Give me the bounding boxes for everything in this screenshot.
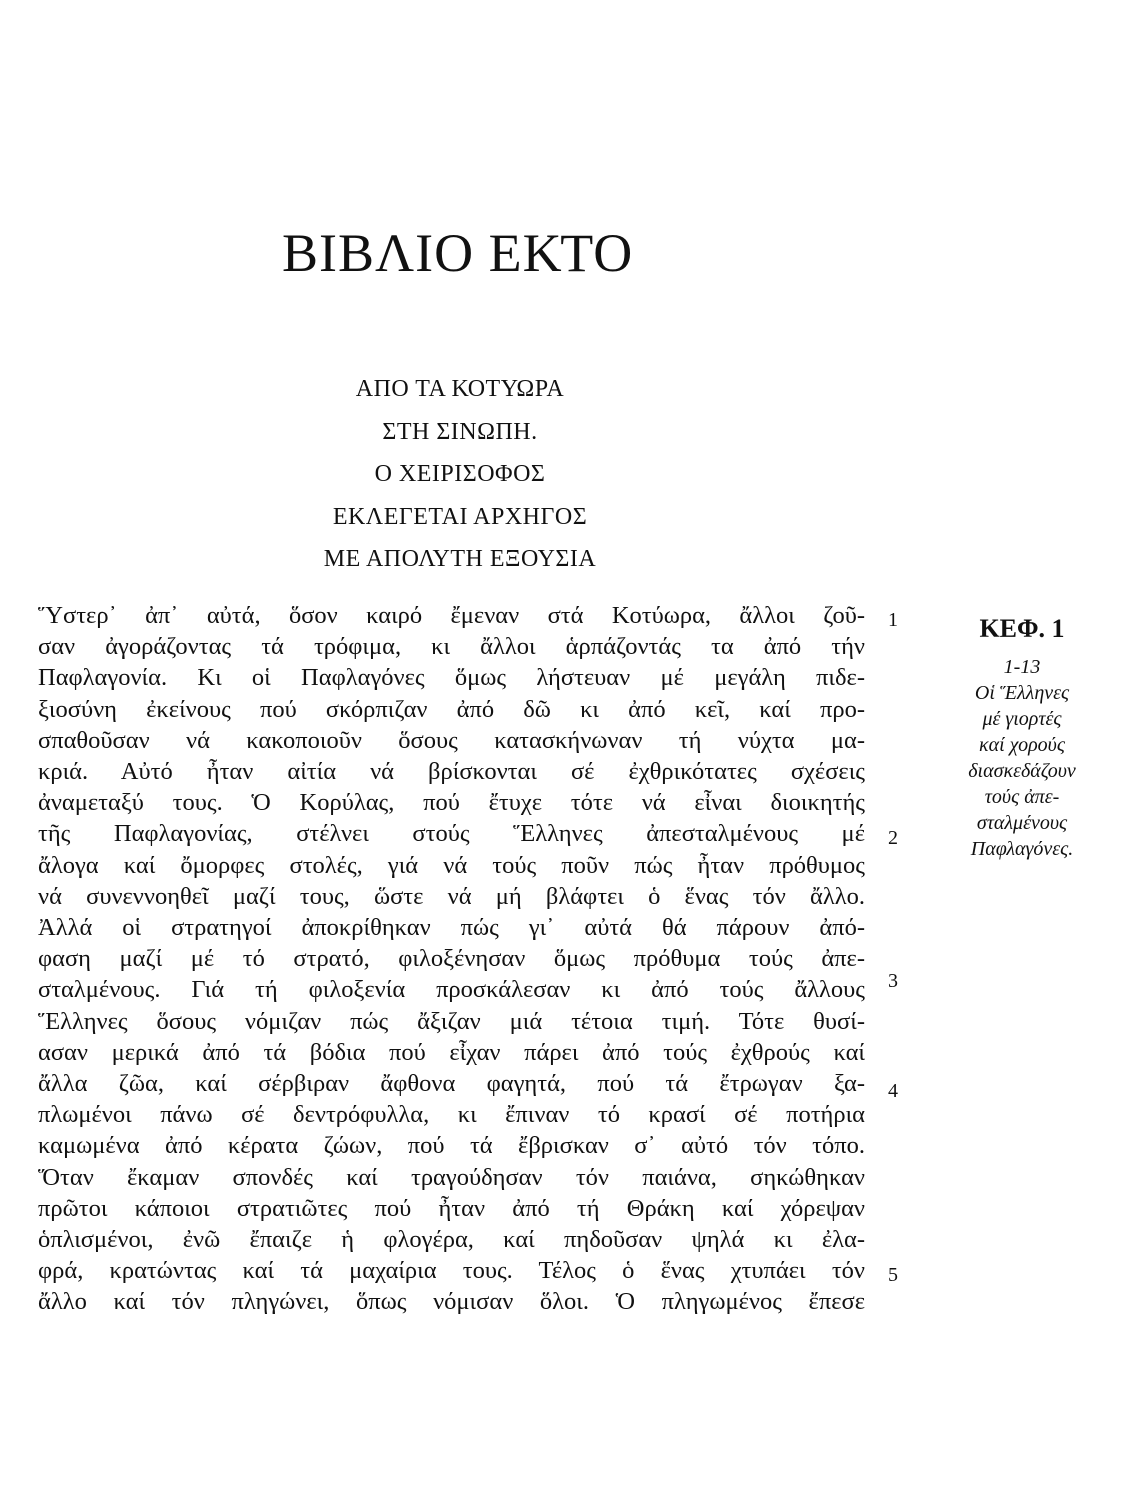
paragraph-number: 4 <box>888 1080 898 1102</box>
text-line: ἄλλα ζῶα, καί σέρβιραν ἄφθονα φαγητά, πού τά ἔτρωγαν ξα- <box>38 1070 865 1098</box>
text-line: Ὅταν ἔκαμαν σπονδές καί τραγούδησαν τόν παιάνα, σηκώθηκαν <box>38 1163 865 1191</box>
margin-note-line: μέ γιορτές <box>982 708 1062 730</box>
text-line: σπαθοῦσαν νά κακοποιοῦν ὅσους κατασκήνωναν τή νύχτα μα- <box>38 726 865 754</box>
margin-note <box>922 612 1122 862</box>
text-line: ἄλογα καί ὄμορφες στολές, γιά νά τούς ποῦν πώς ἦταν πρόθυμος <box>38 851 865 879</box>
chapter-heading-line: ΕΚΛΕΓΕΤΑΙ ΑΡΧΗΓΟΣ <box>332 503 588 530</box>
text-line: πλωμένοι πάνω σέ δεντρόφυλλα, κι ἔπιναν τό κρασί σέ ποτήρια <box>38 1101 865 1129</box>
margin-note-line: σταλμένους <box>976 812 1068 834</box>
text-line: ξιοσύνη ἐκείνους πού σκόρπιζαν ἀπό δῶ κι ἀπό κεῖ, καί προ- <box>38 695 865 723</box>
margin-note-line: καί χορούς <box>979 734 1065 756</box>
margin-note-line: Παφλαγόνες. <box>970 838 1074 860</box>
margin-note-line: διασκεδάζουν <box>968 760 1076 782</box>
text-line: Παφλαγονία. Κι οἱ Παφλαγόνες ὅμως λήστευαν μέ μεγάλη πιδε- <box>38 664 865 692</box>
text-line: πρῶτοι κάποιοι στρατιῶτες πού ἦταν ἀπό τή Θράκη καί χόρεψαν <box>38 1194 865 1222</box>
margin-note-line: τούς ἀπε- <box>984 786 1060 808</box>
text-line: ὁπλισμένοι, ἐνῶ ἔπαιζε ἡ φλογέρα, καί πηδοῦσαν ψηλά κι ἐλα- <box>38 1226 865 1254</box>
chapter-heading-line: Ο ΧΕΙΡΙΣΟΦΟΣ <box>374 461 546 487</box>
paragraph-number: 5 <box>888 1264 898 1286</box>
text-line: Ἕλληνες ὅσους νόμιζαν πώς ἄξιζαν μιά τέτοια τιμή. Τότε θυσί- <box>38 1007 865 1035</box>
margin-note-line: 1-13 <box>1003 656 1041 678</box>
text-line: νά συνεννοηθεῖ μαζί τους, ὥστε νά μή βλάφτει ὁ ἕνας τόν ἄλλο. <box>38 882 865 910</box>
paragraph-number: 2 <box>888 827 898 849</box>
paragraph-number: 3 <box>888 970 898 992</box>
text-line: φρά, κρατώντας καί τά μαχαίρια τους. Τέλος ὁ ἕνας χτυπάει τόν <box>38 1257 865 1285</box>
chapter-heading-line: ΣΤΗ ΣΙΝΩΠΗ. <box>382 418 538 445</box>
text-line: κριά. Αὐτό ἦταν αἰτία νά βρίσκονται σέ ἐχθρικότατες σχέσεις <box>38 758 865 786</box>
chapter-heading-line: ΑΠΟ ΤΑ ΚΟΤΥΩΡΑ <box>355 376 565 402</box>
body-text <box>38 600 865 1318</box>
paragraph-number: 1 <box>888 609 898 631</box>
text-line: ασαν μερικά ἀπό τά βόδια πού εἶχαν πάρει ἀπό τούς ἐχθρούς καί <box>38 1038 865 1066</box>
margin-chapter-label: ΚΕΦ. 1 <box>979 614 1065 643</box>
text-line: τῆς Παφλαγονίας, στέλνει στούς Ἕλληνες ἀπεσταλμένους μέ <box>38 820 865 848</box>
text-line: σταλμένους. Γιά τή φιλοξενία προσκάλεσαν κι ἀπό τούς ἄλλους <box>38 976 865 1004</box>
chapter-heading-line: ΜΕ ΑΠΟΛΥΤΗ ΕΞΟΥΣΙΑ <box>323 546 597 572</box>
book-title: ΒΙΒΛΙΟ ΕΚΤΟ <box>282 223 634 283</box>
margin-note-line: Οἱ Ἕλληνες <box>974 682 1070 704</box>
text-line: σαν ἀγοράζοντας τά τρόφιμα, κι ἄλλοι ἁρπάζοντάς τα ἀπό τήν <box>38 633 865 661</box>
text-line: Ἀλλά οἱ στρατηγοί ἀποκρίθηκαν πώς γι᾽ αὐτά θά πάρουν ἀπό- <box>38 914 865 942</box>
text-line: ἄλλο καί τόν πληγώνει, ὅπως νόμισαν ὅλοι. Ὁ πληγωμένος ἔπεσε <box>38 1288 865 1316</box>
text-line: ἀναμεταξύ τους. Ὁ Κορύλας, πού ἔτυχε τότε νά εἶναι διοικητής <box>38 789 865 817</box>
text-line: καμωμένα ἀπό κέρατα ζώων, πού τά ἔβρισκαν σ᾽ αὐτό τόν τόπο. <box>38 1132 865 1160</box>
text-line: φαση μαζί μέ τό στρατό, φιλοξένησαν ὅμως πρόθυμα τούς ἀπε- <box>38 945 865 973</box>
chapter-heading <box>255 368 665 581</box>
text-line: Ὕστερ᾽ ἀπ᾽ αὐτά, ὅσον καιρό ἔμεναν στά Κοτύωρα, ἄλλοι ζοῦ- <box>38 602 865 629</box>
